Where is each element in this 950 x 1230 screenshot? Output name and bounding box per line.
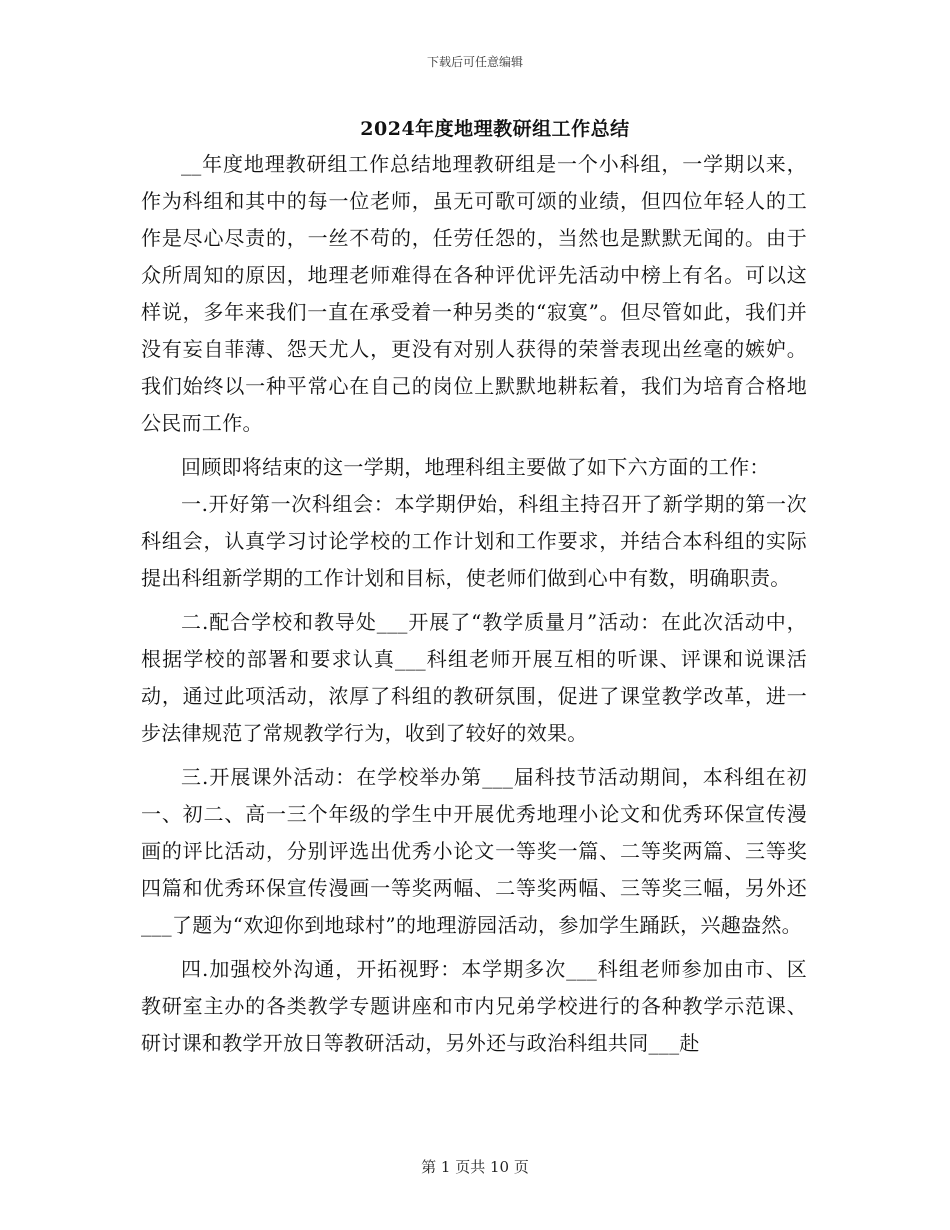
page-footer: 第 1 页共 10 页 — [421, 1158, 529, 1176]
paragraph-item-2: 二.配合学校和教导处___开展了“教学质量月”活动：在此次活动中，根据学校的部署和要求认真___科组老师开展互相的听课、评课和说课活动，通过此项活动，浓厚了科组的教研氛围，促进了课堂教学改革，进一步法律规范了常规教学行为，收到了较好的效果。 — [141, 610, 807, 745]
document-title: 2024年度地理教研组工作总结 — [360, 118, 630, 140]
paragraph-review: 回顾即将结束的这一学期，地理科组主要做了如下六方面的工作： — [181, 455, 770, 479]
paragraph-item-4: 四.加强校外沟通，开拓视野：本学期多次___科组老师参加由市、区教研室主办的各类教学专题讲座和市内兄弟学校进行的各种教学示范课、研讨课和教学开放日等教研活动，另外还与政治科组共同___赴 — [141, 957, 807, 1055]
paragraph-intro: __年度地理教研组工作总结地理教研组是一个小科组，一学期以来，作为科组和其中的每一位老师，虽无可歌可颂的业绩，但四位年轻人的工作是尽心尽责的，一丝不苟的，任劳任怨的，当然也是默默无闻的。由于众所周知的原因，地理老师难得在各种评优评先活动中榜上有名。可以这样说，多年来我们一直在承受着一种另类的“寂寞”。但尽管如此，我们并没有妄自菲薄、怨天尤人，更没有对别人获得的荣誉表现出丝毫的嫉妒。我们始终以一种平常心在自己的岗位上默默地耕耘着，我们为培育合格地公民而工作。 — [141, 152, 807, 435]
paragraph-item-3: 三.开展课外活动：在学校举办第___届科技节活动期间，本科组在初一、初二、高一三个年级的学生中开展优秀地理小论文和优秀环保宣传漫画的评比活动，分别评选出优秀小论文一等奖一篇、二等奖两篇、三等奖四篇和优秀环保宣传漫画一等奖两幅、二等奖两幅、三等奖三幅，另外还___了题为“欢迎你到地球村”的地理游园活动，参加学生踊跃，兴趣盎然。 — [141, 765, 807, 937]
paragraph-item-1: 一.开好第一次科组会：本学期伊始，科组主持召开了新学期的第一次科组会，认真学习讨论学校的工作计划和工作要求，并结合本科组的实际提出科组新学期的工作计划和目标，使老师们做到心中有数，明确职责。 — [141, 492, 807, 590]
header-note: 下载后可任意编辑 — [426, 55, 523, 69]
document-body — [141, 146, 807, 1062]
